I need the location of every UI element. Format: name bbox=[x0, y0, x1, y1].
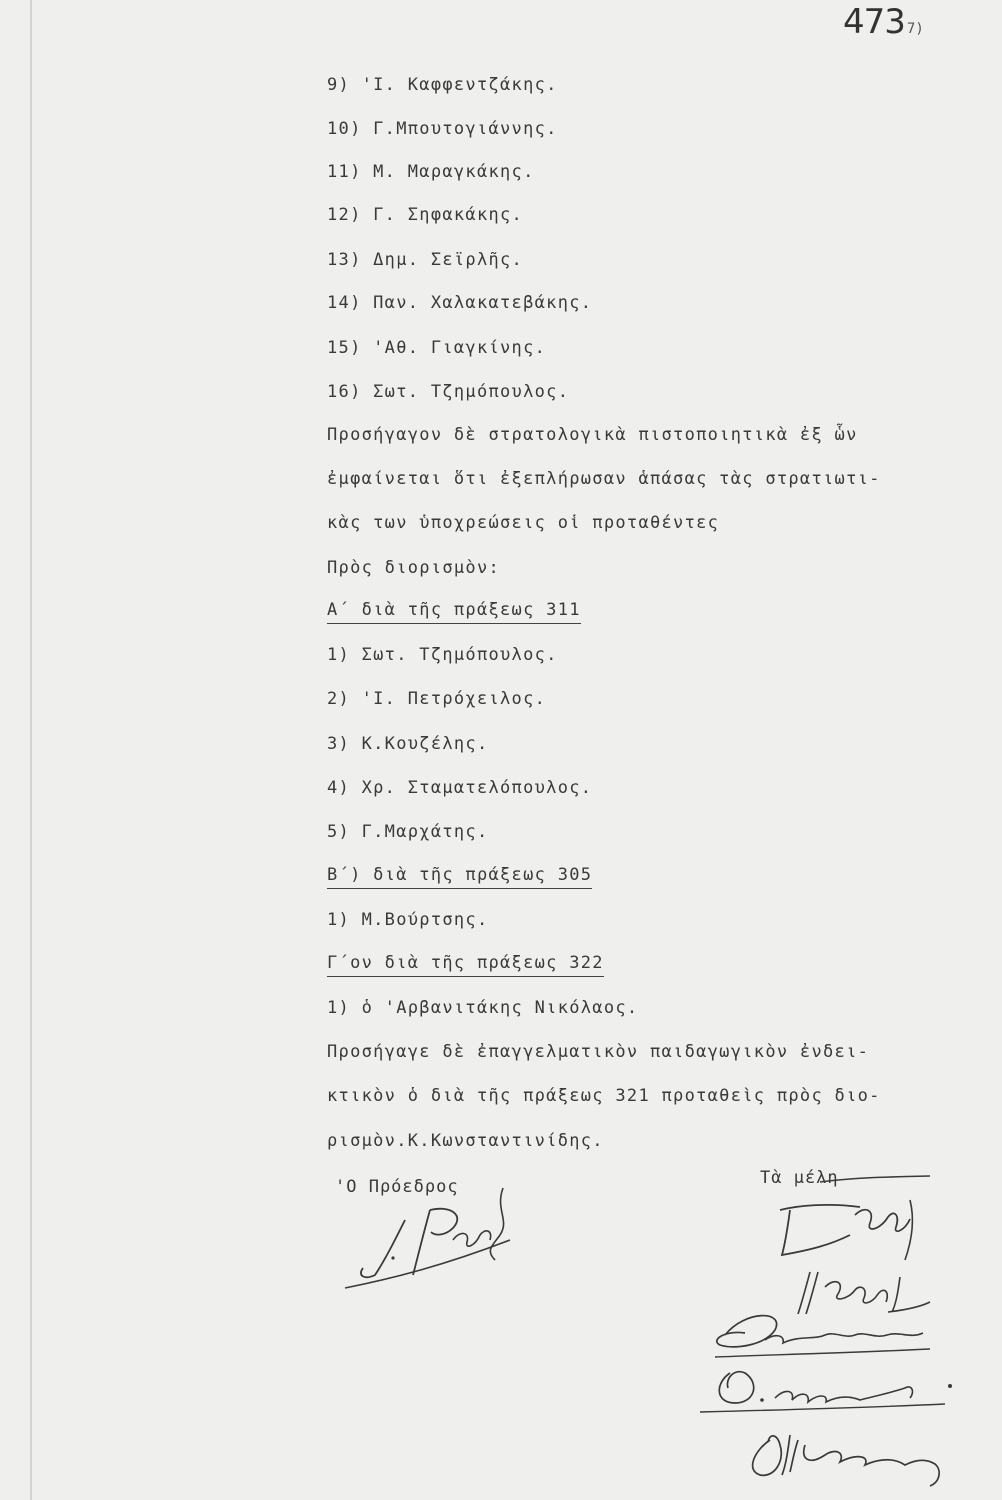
text-line: κὰς των ὑποχρεώσεις οἱ προταθέντες bbox=[327, 513, 720, 533]
member-signature-3 bbox=[705, 1305, 935, 1365]
text-line: 15) 'Αθ. Γιαγκίνης. bbox=[327, 338, 547, 358]
text-line: 9) 'Ι. Καφφεντζάκης. bbox=[327, 75, 558, 95]
text-line: ἐμφαίνεται ὅτι ἐξεπλήρωσαν ἁπάσας τὰς στρατιωτι- bbox=[327, 469, 881, 489]
members-label: Τὰ μέλη bbox=[760, 1168, 839, 1188]
president-label: 'Ο Πρόεδρος bbox=[335, 1177, 459, 1197]
member-signature-1 bbox=[760, 1195, 940, 1265]
section-heading-c bbox=[327, 952, 604, 974]
text-line: 5) Γ.Μαρχάτης. bbox=[327, 822, 489, 842]
text-line: ρισμὸν.Κ.Κωνσταντινίδης. bbox=[327, 1131, 604, 1151]
text-line: 1) ὁ 'Αρβανιτάκης Νικόλαος. bbox=[327, 998, 639, 1018]
page-edge-line bbox=[30, 0, 32, 1500]
section-heading-b bbox=[327, 864, 592, 886]
section-heading-a bbox=[327, 599, 581, 621]
section-heading-b-text: Β΄) διὰ τῆς πράξεως 305 bbox=[327, 865, 592, 889]
member-signature-4 bbox=[700, 1358, 960, 1418]
text-line: 16) Σωτ. Τζημόπουλος. bbox=[327, 382, 570, 402]
text-line: 3) Κ.Κουζέλης. bbox=[327, 734, 489, 754]
text-line: 4) Χρ. Σταματελόπουλος. bbox=[327, 778, 593, 798]
section-heading-c-text: Γ΄ον διὰ τῆς πράξεως 322 bbox=[327, 953, 604, 977]
text-line: 14) Παν. Χαλακατεβάκης. bbox=[327, 293, 593, 313]
page-number-value: 473 bbox=[843, 2, 905, 42]
text-line: 12) Γ. Σηφακάκης. bbox=[327, 205, 524, 225]
member-signature-strike bbox=[820, 1172, 940, 1192]
text-line: 13) Δημ. Σεϊρλῆς. bbox=[327, 250, 524, 270]
text-line: 10) Γ.Μπουτογιάννης. bbox=[327, 119, 558, 139]
section-heading-a-text: Α΄ διὰ τῆς πράξεως 311 bbox=[327, 600, 581, 624]
page-number bbox=[843, 2, 924, 42]
text-line: 1) Μ.Βούρτσης. bbox=[327, 910, 489, 930]
text-line: κτικὸν ὁ διὰ τῆς πράξεως 321 προταθεὶς πρὸς διο- bbox=[327, 1086, 881, 1106]
text-line: 11) Μ. Μαραγκάκης. bbox=[327, 162, 535, 182]
text-line: 2) 'Ι. Πετρόχειλος. bbox=[327, 689, 547, 709]
text-line: Πρὸς διορισμὸν: bbox=[327, 558, 501, 578]
text-line: Προσήγαγον δὲ στρατολογικὰ πιστοποιητικὰ ἐξ ὧν bbox=[327, 425, 858, 445]
member-signature-5 bbox=[730, 1420, 970, 1490]
text-line: 1) Σωτ. Τζημόπουλος. bbox=[327, 645, 558, 665]
president-signature bbox=[335, 1180, 535, 1300]
page-number-suffix: 7) bbox=[906, 21, 924, 37]
text-line: Προσήγαγε δὲ ἐπαγγελματικὸν παιδαγωγικὸν ἐνδει- bbox=[327, 1042, 870, 1062]
